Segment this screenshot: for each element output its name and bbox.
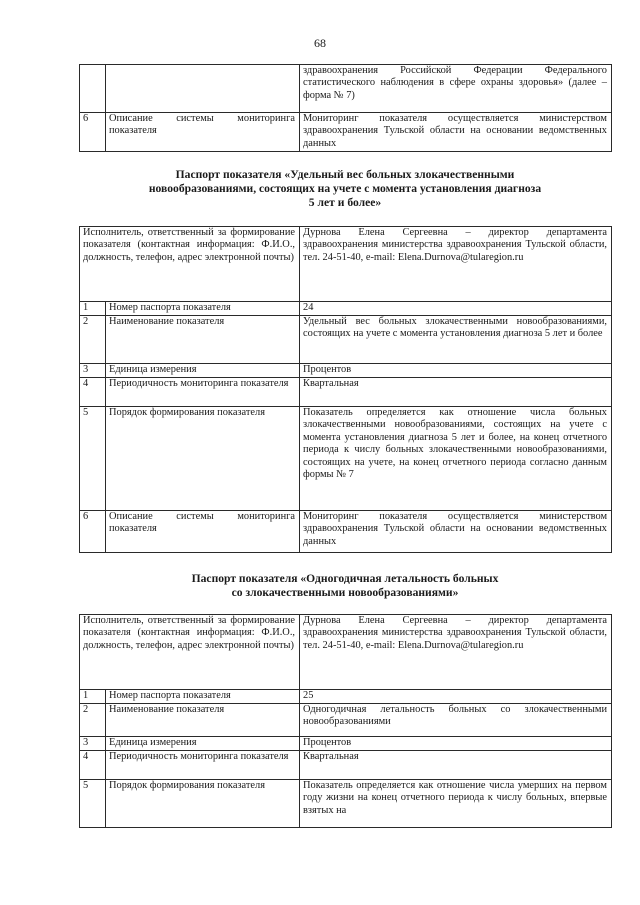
row-number: 2 xyxy=(80,316,106,364)
row-number: 1 xyxy=(80,690,106,704)
row-value: Удельный вес больных злокачественными новообразованиями, состоящих на учете с момента установления диагноза 5 лет и более xyxy=(300,316,612,364)
table-row xyxy=(80,511,612,553)
row-number: 3 xyxy=(80,737,106,751)
passport2-title xyxy=(79,572,611,600)
row-number: 6 xyxy=(80,113,106,152)
row-number: 4 xyxy=(80,378,106,407)
row-value: Одногодичная летальность больных со злокачественными новообразованиями xyxy=(300,704,612,737)
table-row xyxy=(80,690,612,704)
executor-value: Дурнова Елена Сергеевна – директор департамента здравоохранения министерства здравоохранения Тульской области, тел. 24-51-40, e-mail: Elena.Durnova@tularegion.ru xyxy=(300,227,612,302)
table-row xyxy=(80,65,612,113)
top-table xyxy=(79,64,612,152)
row-number: 4 xyxy=(80,751,106,780)
row-number: 5 xyxy=(80,407,106,511)
row-number xyxy=(80,65,106,113)
table-row xyxy=(80,780,612,828)
row-value: Квартальная xyxy=(300,751,612,780)
table-row xyxy=(80,364,612,378)
passport2-title-line: Паспорт показателя «Одногодичная летальность больных xyxy=(191,572,499,585)
row-name: Периодичность мониторинга показателя xyxy=(106,378,300,407)
row-value: Процентов xyxy=(300,364,612,378)
row-number: 5 xyxy=(80,780,106,828)
row-value: Процентов xyxy=(300,737,612,751)
passport1-title-line: Паспорт показателя «Удельный вес больных злокачественными xyxy=(175,168,515,181)
row-name: Порядок формирования показателя xyxy=(106,407,300,511)
row-value: Мониторинг показателя осуществляется министерством здравоохранения Тульской области на основании ведомственных данных xyxy=(300,511,612,553)
row-name: Единица измерения xyxy=(106,737,300,751)
table-row xyxy=(80,113,612,152)
page-number: 68 xyxy=(314,36,326,50)
row-value: Показатель определяется как отношение числа больных злокачественными новообразованиями, состоящих на учете с момента установления диагноза 5 лет и более, на конец отчетного периода к числу больных злокачественными новообразованиями, состоящих на учете, на конец отчетного периода согласно данным формы № 7 xyxy=(300,407,612,511)
table-row xyxy=(80,704,612,737)
row-name: Описание системы мониторинга показателя xyxy=(106,511,300,553)
row-value: Квартальная xyxy=(300,378,612,407)
row-name: Периодичность мониторинга показателя xyxy=(106,751,300,780)
table-row xyxy=(80,378,612,407)
table-row xyxy=(80,751,612,780)
row-value: 24 xyxy=(300,302,612,316)
row-number: 2 xyxy=(80,704,106,737)
executor-label: Исполнитель, ответственный за формирование показателя (контактная информация: Ф.И.О., должность, телефон, адрес электронной почты) xyxy=(80,615,300,690)
row-name: Описание системы мониторинга показателя xyxy=(106,113,300,152)
table-row xyxy=(80,316,612,364)
table-row xyxy=(80,615,612,690)
passport2-table xyxy=(79,614,612,828)
row-name: Наименование показателя xyxy=(106,704,300,737)
table-row xyxy=(80,302,612,316)
row-name: Единица измерения xyxy=(106,364,300,378)
row-name: Наименование показателя xyxy=(106,316,300,364)
row-name xyxy=(106,65,300,113)
passport1-title-line: новообразованиями, состоящих на учете с момента установления диагноза xyxy=(148,182,542,195)
row-value: Мониторинг показателя осуществляется министерством здравоохранения Тульской области на основании ведомственных данных xyxy=(300,113,612,152)
row-name: Номер паспорта показателя xyxy=(106,302,300,316)
table-row xyxy=(80,227,612,302)
executor-label: Исполнитель, ответственный за формирование показателя (контактная информация: Ф.И.О., должность, телефон, адрес электронной почты) xyxy=(80,227,300,302)
row-value: 25 xyxy=(300,690,612,704)
table-row xyxy=(80,737,612,751)
passport1-title xyxy=(79,168,611,210)
executor-value: Дурнова Елена Сергеевна – директор департамента здравоохранения министерства здравоохранения Тульской области, тел. 24-51-40, e-mail: Elena.Durnova@tularegion.ru xyxy=(300,615,612,690)
row-value: Показатель определяется как отношение числа умерших на первом году жизни на конец отчетного периода к числу больных, впервые взятых на xyxy=(300,780,612,828)
row-name: Номер паспорта показателя xyxy=(106,690,300,704)
row-number: 3 xyxy=(80,364,106,378)
table-row xyxy=(80,407,612,511)
passport2-title-line: со злокачественными новообразованиями» xyxy=(231,586,459,599)
passport1-table xyxy=(79,226,612,553)
row-value: здравоохранения Российской Федерации Федерального статистического наблюдения в сфере охраны здоровья» (далее – форма № 7) xyxy=(300,65,612,113)
row-name: Порядок формирования показателя xyxy=(106,780,300,828)
passport1-title-line: 5 лет и более» xyxy=(308,196,382,209)
row-number: 6 xyxy=(80,511,106,553)
row-number: 1 xyxy=(80,302,106,316)
